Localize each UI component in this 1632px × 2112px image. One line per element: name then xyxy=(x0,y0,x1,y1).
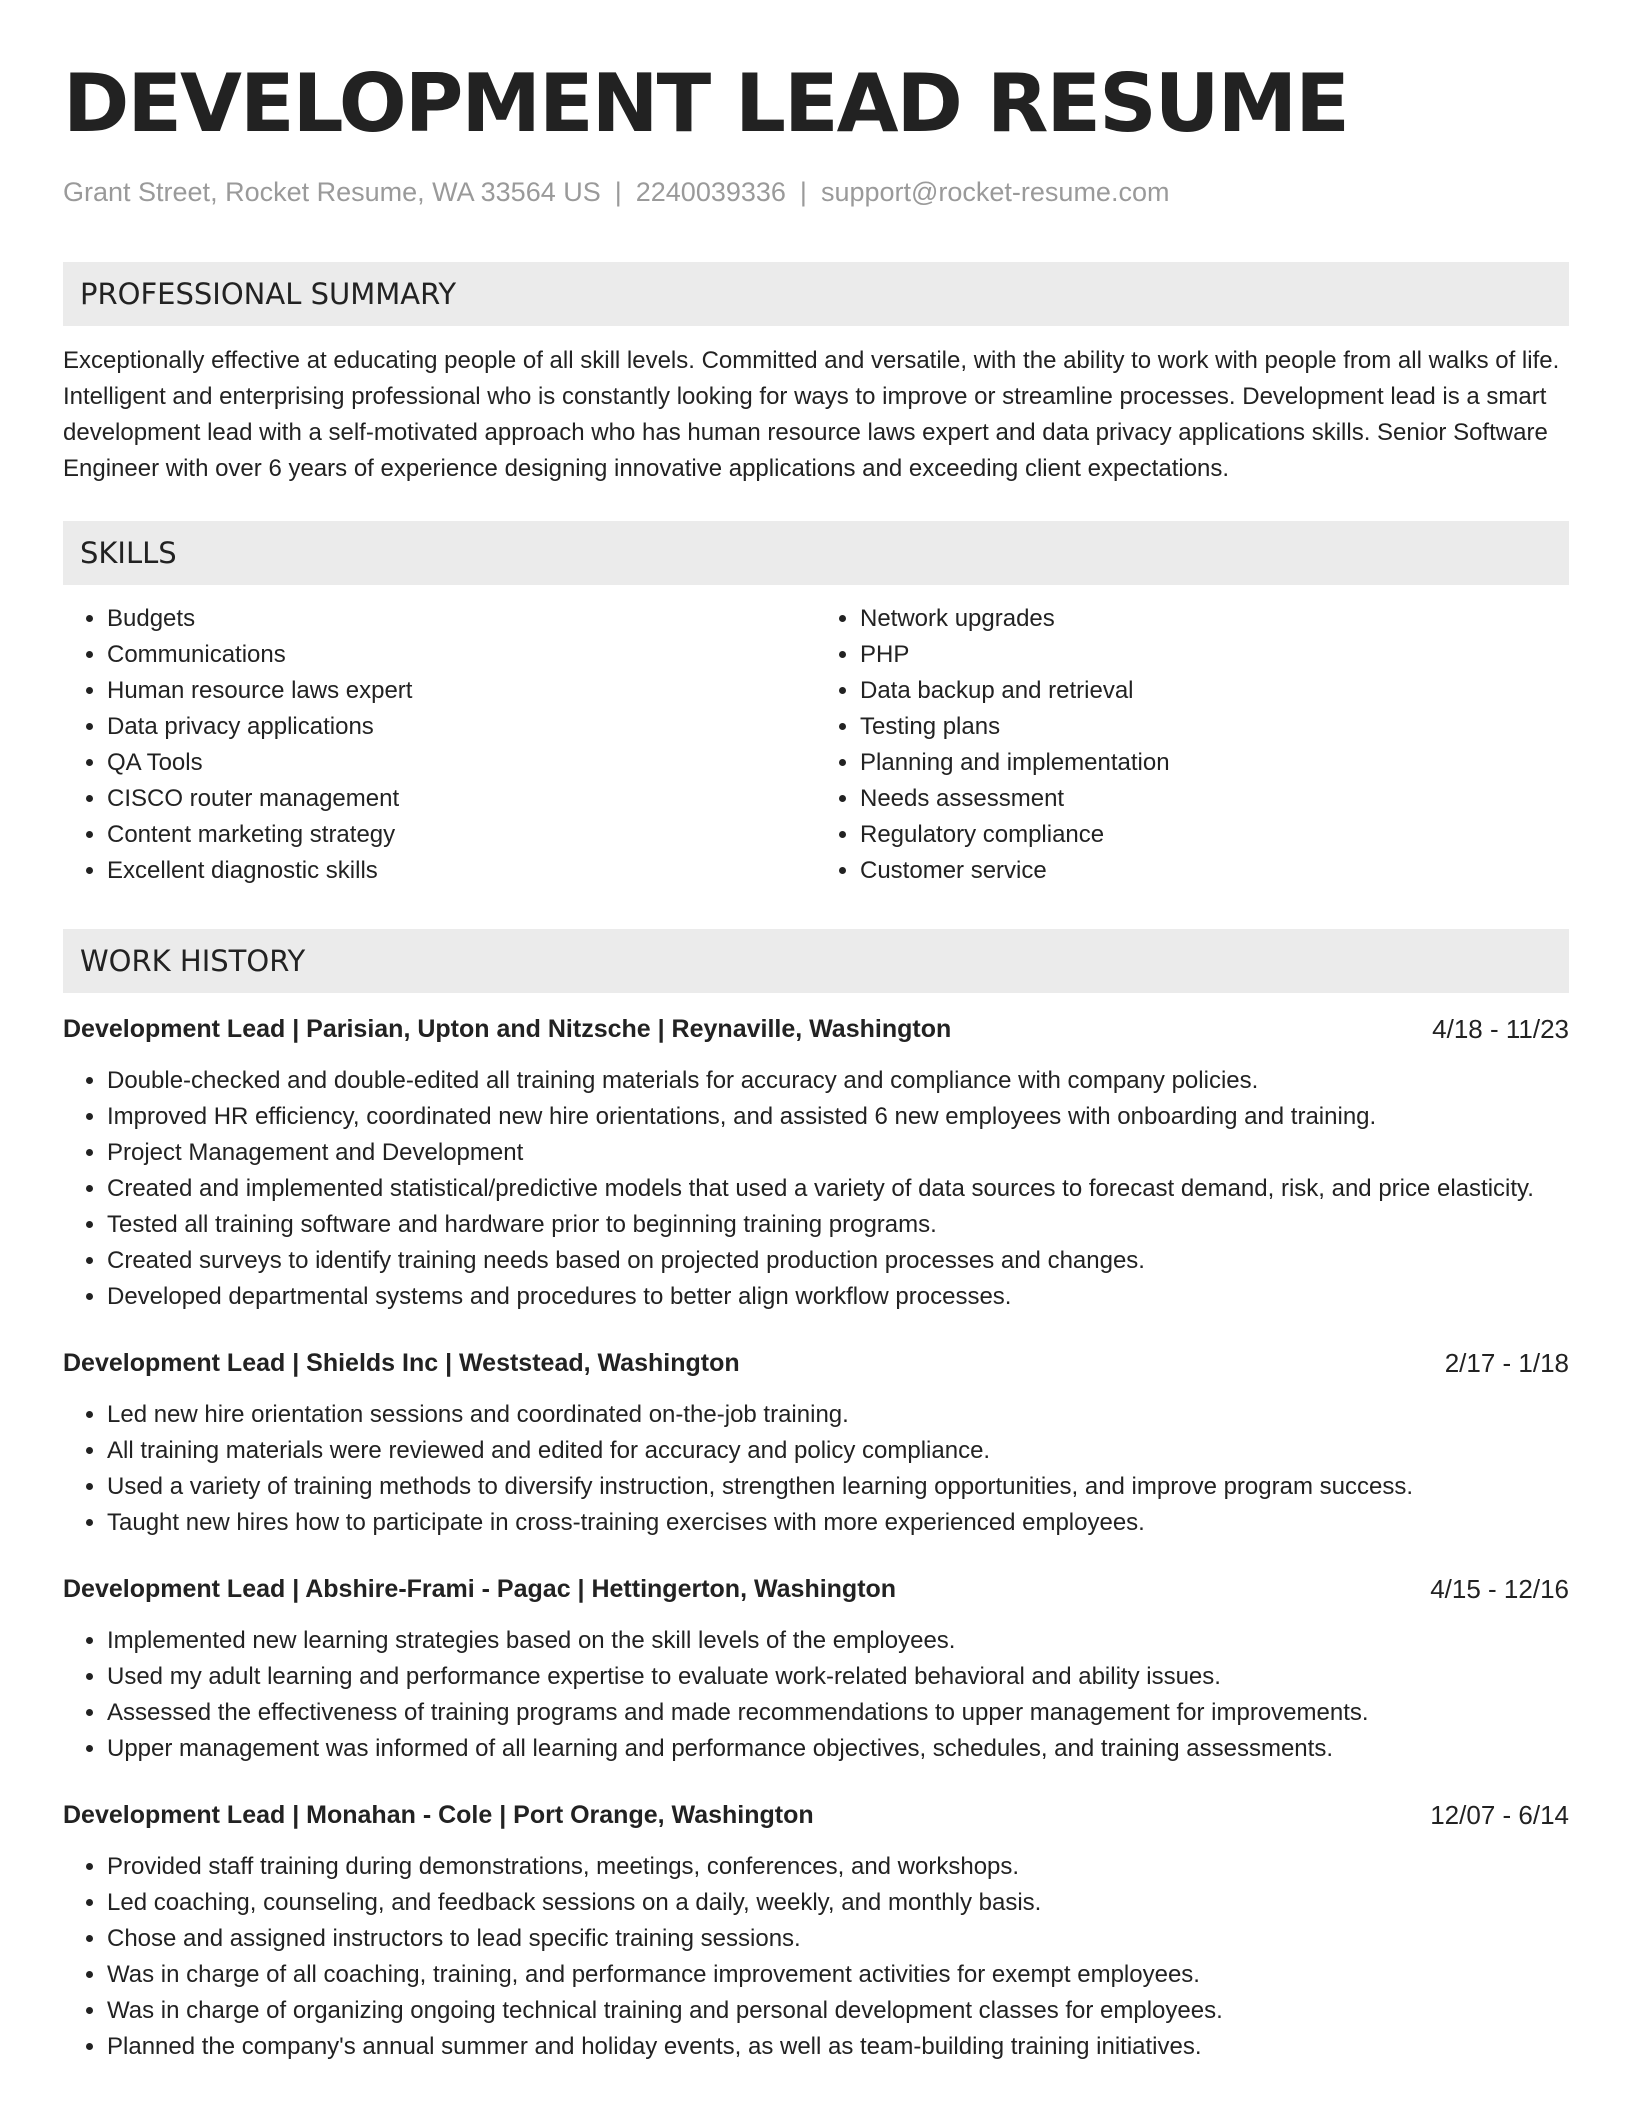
job-bullet: • Was in charge of organizing ongoing technical training and personal development classes for employees. xyxy=(107,1993,1569,2029)
job-bullet: • Chose and assigned instructors to lead specific training sessions. xyxy=(107,1921,1569,1957)
job-bullet: • Led new hire orientation sessions and coordinated on-the-job training. xyxy=(107,1397,1569,1433)
job-bullet: • Created and implemented statistical/predictive models that used a variety of data sources to forecast demand, risk, and price elasticity. xyxy=(107,1171,1569,1207)
job-bullets xyxy=(63,1849,1569,2065)
job-title: Development Lead | Shields Inc | Weststead, Washington xyxy=(63,1349,740,1377)
skill-item: • Budgets xyxy=(107,601,816,637)
job-title: Development Lead | Abshire-Frami - Pagac | Hettingerton, Washington xyxy=(63,1575,897,1603)
job-header xyxy=(63,1797,1569,1833)
contact-line xyxy=(63,174,1569,210)
job-dates: 4/15 - 12/16 xyxy=(1430,1574,1569,1604)
skill-item: • Network upgrades xyxy=(860,601,1569,637)
contact-email: support@rocket-resume.com xyxy=(820,177,1170,207)
job-bullet: • Tested all training software and hardware prior to beginning training programs. xyxy=(107,1207,1569,1243)
skill-item: • Testing plans xyxy=(860,709,1569,745)
job-bullets xyxy=(63,1397,1569,1541)
skill-item: • PHP xyxy=(860,637,1569,673)
job-bullet: • Taught new hires how to participate in cross-training exercises with more experienced employees. xyxy=(107,1505,1569,1541)
job-bullet: • Upper management was informed of all learning and performance objectives, schedules, and training assessments. xyxy=(107,1731,1569,1767)
job-bullets xyxy=(63,1623,1569,1767)
skill-item: • Planning and implementation xyxy=(860,745,1569,781)
job-bullet: • Double-checked and double-edited all training materials for accuracy and compliance with company policies. xyxy=(107,1063,1569,1099)
skill-item: • Needs assessment xyxy=(860,781,1569,817)
job-title: Development Lead | Parisian, Upton and Nitzsche | Reynaville, Washington xyxy=(63,1015,952,1043)
skill-item: • Human resource laws expert xyxy=(107,673,816,709)
job-bullet: • Created surveys to identify training needs based on projected production processes and changes. xyxy=(107,1243,1569,1279)
contact-separator: | xyxy=(614,177,622,207)
job-header xyxy=(63,1011,1569,1047)
job-bullet: • Developed departmental systems and procedures to better align workflow processes. xyxy=(107,1279,1569,1315)
job-bullets xyxy=(63,1063,1569,1315)
skills-left-column xyxy=(63,601,816,889)
skills-right-column xyxy=(816,601,1569,889)
job-dates: 2/17 - 1/18 xyxy=(1444,1348,1569,1378)
job-entry xyxy=(63,1571,1569,1767)
job-bullet: • Project Management and Development xyxy=(107,1135,1569,1171)
job-bullet: • All training materials were reviewed and edited for accuracy and policy compliance. xyxy=(107,1433,1569,1469)
skills-grid xyxy=(63,601,1569,889)
job-bullet: • Was in charge of all coaching, training, and performance improvement activities for exempt employees. xyxy=(107,1957,1569,1993)
resume-title: DEVELOPMENT LEAD RESUME xyxy=(63,57,1348,150)
job-entry xyxy=(63,1797,1569,2065)
job-bullet: • Assessed the effectiveness of training programs and made recommendations to upper management for improvements. xyxy=(107,1695,1569,1731)
job-bullet: • Provided staff training during demonstrations, meetings, conferences, and workshops. xyxy=(107,1849,1569,1885)
contact-address: Grant Street, Rocket Resume, WA 33564 US xyxy=(63,177,601,207)
skill-item: • Communications xyxy=(107,637,816,673)
skill-item: • Customer service xyxy=(860,853,1569,889)
skill-item: • Content marketing strategy xyxy=(107,817,816,853)
job-dates: 12/07 - 6/14 xyxy=(1430,1800,1569,1830)
job-entry xyxy=(63,1345,1569,1541)
job-header xyxy=(63,1571,1569,1607)
job-header xyxy=(63,1345,1569,1381)
skills-heading: SKILLS xyxy=(63,521,1569,585)
skill-item: • Data backup and retrieval xyxy=(860,673,1569,709)
work-history-heading: WORK HISTORY xyxy=(63,929,1569,993)
professional-summary-heading: PROFESSIONAL SUMMARY xyxy=(63,262,1569,326)
skill-item: • Data privacy applications xyxy=(107,709,816,745)
skill-item: • Regulatory compliance xyxy=(860,817,1569,853)
job-bullet: • Improved HR efficiency, coordinated new hire orientations, and assisted 6 new employees with onboarding and training. xyxy=(107,1099,1569,1135)
job-bullet: • Planned the company's annual summer and holiday events, as well as team-building training initiatives. xyxy=(107,2029,1569,2065)
skill-item: • Excellent diagnostic skills xyxy=(107,853,816,889)
job-title: Development Lead | Monahan - Cole | Port Orange, Washington xyxy=(63,1801,814,1829)
skill-item: • QA Tools xyxy=(107,745,816,781)
job-bullet: • Implemented new learning strategies based on the skill levels of the employees. xyxy=(107,1623,1569,1659)
job-entry xyxy=(63,1011,1569,1315)
job-bullet: • Led coaching, counseling, and feedback sessions on a daily, weekly, and monthly basis. xyxy=(107,1885,1569,1921)
contact-separator: | xyxy=(799,177,807,207)
skill-item: • CISCO router management xyxy=(107,781,816,817)
job-bullet: • Used my adult learning and performance expertise to evaluate work-related behavioral and ability issues. xyxy=(107,1659,1569,1695)
job-bullet: • Used a variety of training methods to diversify instruction, strengthen learning opportunities, and improve program success. xyxy=(107,1469,1569,1505)
professional-summary-text: Exceptionally effective at educating people of all skill levels. Committed and versatile, with the ability to work with people from all walks of life. Intelligent and enterprising professional who is constantly looking for ways to improve or streamline processes. Development lead is a smart development lead with a self-motivated approach who has human resource laws expert and data privacy applications skills. Senior Software Engineer with over 6 years of experience designing innovative applications and exceeding client expectations. xyxy=(63,347,1560,482)
job-dates: 4/18 - 11/23 xyxy=(1432,1014,1569,1044)
contact-phone: 2240039336 xyxy=(635,177,786,207)
